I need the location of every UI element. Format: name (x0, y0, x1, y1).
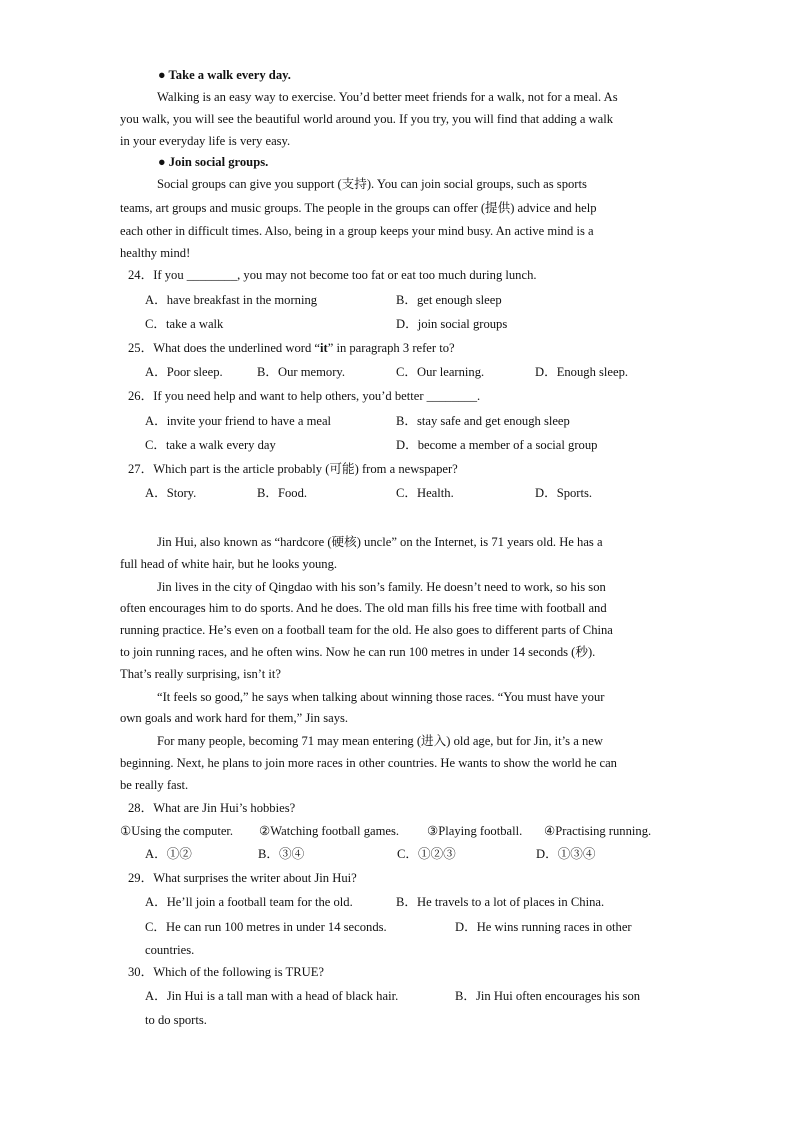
q29-option-d-continued: countries. (145, 943, 195, 957)
paragraph-line: often encourages him to do sports. And he does. The old man fills his free time with football and (120, 601, 607, 615)
paragraph-line: running practice. He’s even on a football team for the old. He also goes to different parts of China (120, 623, 613, 637)
q30-option-b[interactable]: B．Jin Hui often encourages his son (455, 989, 641, 1003)
q28-item-1: ①Using the computer. (120, 824, 234, 838)
q28-option-b[interactable]: B．③④ (258, 847, 305, 861)
paragraph-line: each other in difficult times. Also, being in a group keeps your mind busy. An active mind is a (120, 224, 594, 238)
q28-option-d[interactable]: D．①③④ (536, 847, 596, 861)
paragraph-line: Jin lives in the city of Qingdao with his son’s family. He doesn’t need to work, so his son (157, 580, 606, 594)
paragraph-line: to join running races, and he often wins. Now he can run 100 metres in under 14 seconds (秒). (120, 645, 596, 659)
q28-option-c[interactable]: C．①②③ (397, 847, 456, 861)
paragraph-line: own goals and work hard for them,” Jin says. (120, 711, 349, 725)
q30-option-b-continued: to do sports. (145, 1013, 207, 1027)
q24-option-b[interactable]: B．get enough sleep (396, 293, 502, 307)
paragraph-line: For many people, becoming 71 may mean entering (进入) old age, but for Jin, it’s a new (157, 734, 603, 748)
q24-option-c[interactable]: C．take a walk (145, 317, 224, 331)
q25-option-c[interactable]: C．Our learning. (396, 365, 485, 379)
question-25-stem: 25．What does the underlined word “it” in paragraph 3 refer to? (128, 341, 455, 355)
underlined-word: it (320, 341, 328, 355)
paragraph-line: teams, art groups and music groups. The people in the groups can offer (提供) advice and help (120, 201, 597, 215)
paragraph-line: Jin Hui, also known as “hardcore (硬核) uncle” on the Internet, is 71 years old. He has a (157, 535, 603, 549)
q25-option-d[interactable]: D．Enough sleep. (535, 365, 629, 379)
q28-item-2: ②Watching football games. (259, 824, 400, 838)
q27-option-b[interactable]: B．Food. (257, 486, 308, 500)
paragraph-line: you walk, you will see the beautiful world around you. If you try, you will find that adding a walk (120, 112, 614, 126)
heading-social: ● Join social groups. (158, 155, 269, 169)
q26-option-b[interactable]: B．stay safe and get enough sleep (396, 414, 570, 428)
q29-option-c[interactable]: C．He can run 100 metres in under 14 seconds. (145, 920, 387, 934)
question-26-stem: 26．If you need help and want to help others, you’d better ________. (128, 389, 481, 403)
question-27-stem: 27．Which part is the article probably (可能) from a newspaper? (128, 462, 458, 476)
q24-option-d[interactable]: D．join social groups (396, 317, 508, 331)
q25-option-b[interactable]: B．Our memory. (257, 365, 346, 379)
q25-option-a[interactable]: A．Poor sleep. (145, 365, 223, 379)
q27-option-d[interactable]: D．Sports. (535, 486, 593, 500)
paragraph-line: in your everyday life is very easy. (120, 134, 291, 148)
q28-item-3: ③Playing football. (427, 824, 523, 838)
q27-option-a[interactable]: A．Story. (145, 486, 197, 500)
question-29-stem: 29．What surprises the writer about Jin Hui? (128, 871, 357, 885)
heading-walk: ● Take a walk every day. (158, 68, 291, 82)
question-24-stem: 24．If you ________, you may not become too fat or eat too much during lunch. (128, 268, 537, 282)
q27-option-c[interactable]: C．Health. (396, 486, 454, 500)
paragraph-line: beginning. Next, he plans to join more races in other countries. He wants to show the world he can (120, 756, 617, 770)
q24-option-a[interactable]: A．have breakfast in the morning (145, 293, 318, 307)
paragraph-line: Social groups can give you support (支持). You can join social groups, such as sports (157, 177, 587, 191)
q26-option-c[interactable]: C．take a walk every day (145, 438, 276, 452)
paragraph-line: That’s really surprising, isn’t it? (120, 667, 282, 681)
q29-option-b[interactable]: B．He travels to a lot of places in China. (396, 895, 605, 909)
q29-option-d[interactable]: D．He wins running races in other (455, 920, 632, 934)
question-28-stem: 28．What are Jin Hui’s hobbies? (128, 801, 296, 815)
paragraph-line: full head of white hair, but he looks young. (120, 557, 338, 571)
q30-option-a[interactable]: A．Jin Hui is a tall man with a head of black hair. (145, 989, 399, 1003)
paragraph-line: be really fast. (120, 778, 189, 792)
question-30-stem: 30．Which of the following is TRUE? (128, 965, 324, 979)
q26-option-d[interactable]: D．become a member of a social group (396, 438, 598, 452)
q26-option-a[interactable]: A．invite your friend to have a meal (145, 414, 332, 428)
paragraph-line: Walking is an easy way to exercise. You’d better meet friends for a walk, not for a meal. As (157, 90, 618, 104)
q29-option-a[interactable]: A．He’ll join a football team for the old. (145, 895, 353, 909)
paragraph-line: healthy mind! (120, 246, 191, 260)
q28-item-4: ④Practising running. (544, 824, 652, 838)
paragraph-line: “It feels so good,” he says when talking about winning those races. “You must have your (157, 690, 605, 704)
q28-option-a[interactable]: A．①② (145, 847, 192, 861)
